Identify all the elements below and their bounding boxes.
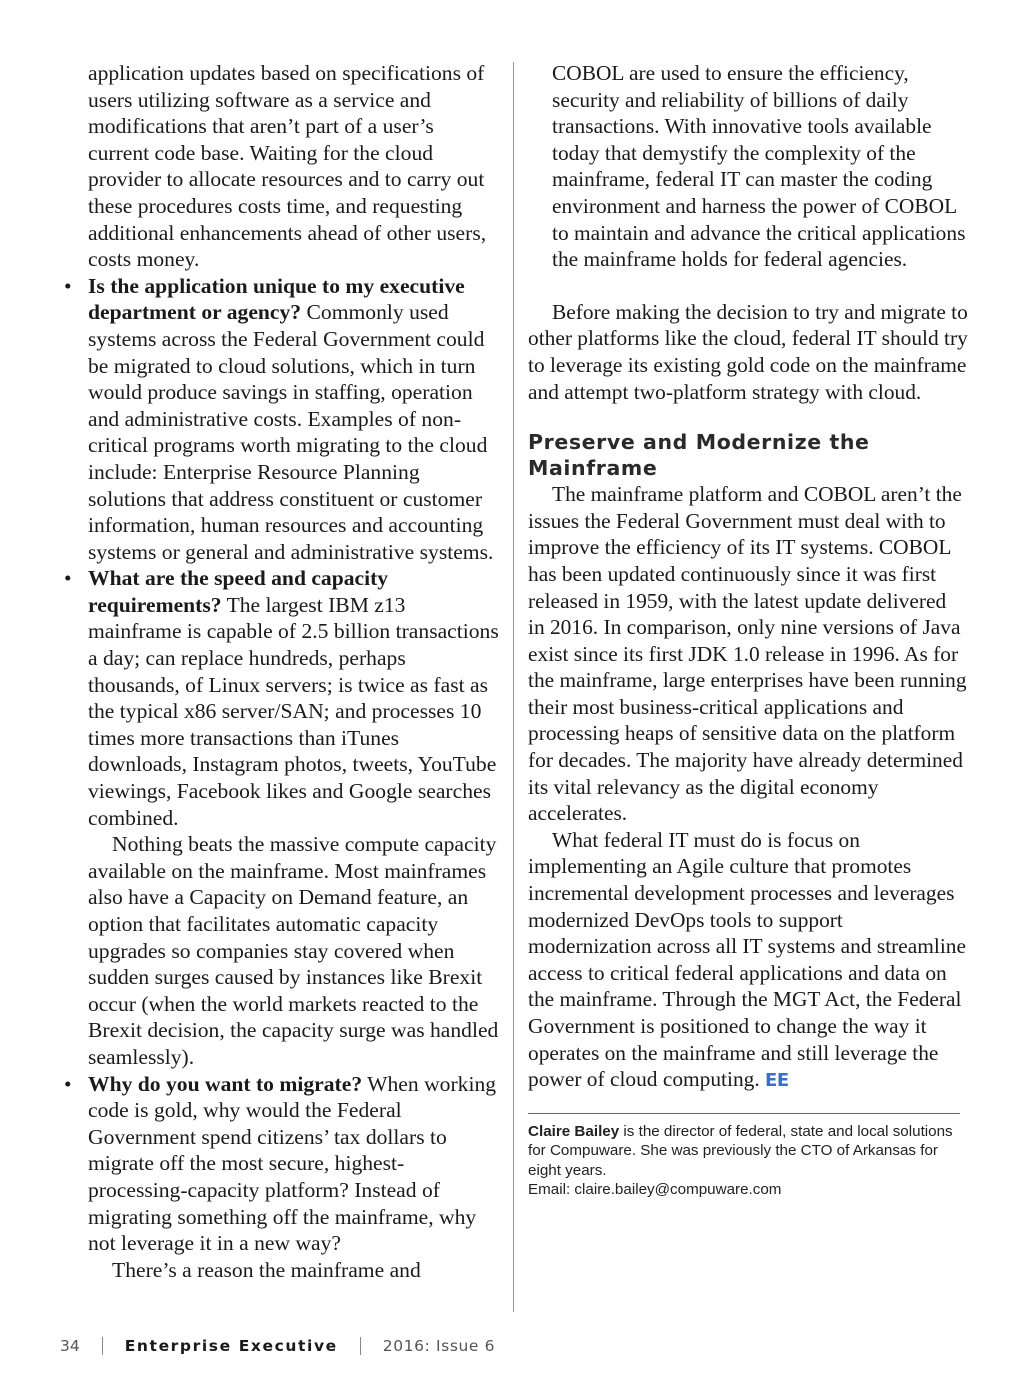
left-column	[60, 60, 500, 1283]
reason-paragraph: There’s a reason the mainframe and	[112, 1257, 421, 1282]
footer-separator	[102, 1337, 103, 1355]
question-lead: Is the application unique to my executive department or agency?	[88, 273, 465, 325]
list-item	[60, 273, 500, 566]
bullet-icon: •	[64, 566, 72, 591]
cobol-paragraph: COBOL are used to ensure the efficiency, security and reliability of billions of daily transactions. With innovative tools available today that demystify the complexity of the mainframe, federal IT can master the coding environment and harness the power of COBOL to maintain and advance the critical applications the mainframe holds for federal agencies.	[552, 61, 966, 272]
section-heading: Preserve and Modernize the Mainframe	[528, 430, 870, 481]
before-paragraph: Before making the decision to try and migrate to other platforms like the cloud, federal IT should try to leverage its existing gold code on the mainframe and attempt two-platform strategy with cloud.	[528, 299, 968, 404]
answer-text: When working code is gold, why would the Federal Government spend citizens’ tax dollars to migrate off the most secure, highest-processing-capacity platform? Instead of migrating something off the mainframe, why not leverage it in a new way?	[88, 1071, 497, 1256]
bullet-icon: •	[64, 273, 72, 298]
bullet-icon: •	[64, 1071, 72, 1096]
footer-separator	[360, 1337, 361, 1355]
intro-paragraph: application updates based on specifications of users utilizing software as a service and modifications that aren’t part of a user’s current code base. Waiting for the cloud provider to allocate resources and to carry out these procedures costs time, and requesting additional enhancements ahead of other users, costs money.	[88, 61, 487, 272]
issue-label: 2016: Issue 6	[382, 1337, 496, 1355]
agile-paragraph	[528, 827, 968, 1095]
page-footer	[60, 1334, 495, 1358]
capacity-paragraph: Nothing beats the massive compute capacity available on the mainframe. Most mainframes also have a Capacity on Demand feature, an option that facilitates automatic capacity upgrades so companies stay covered when sudden surges caused by instances like Brexit occur (when the world markets reacted to the Brexit decision, the capacity surge was handled seamlessly).	[88, 832, 499, 1069]
author-name: Claire Bailey	[528, 1122, 620, 1140]
right-column	[528, 60, 968, 1200]
answer-text: The largest IBM z13 mainframe is capable of 2.5 billion transactions a day; can replace hundreds, perhaps thousands, of Linux servers; is twice as fast as the typical x86 server/SAN; and processes 10 times more transactions than iTunes downloads, Instagram photos, tweets, YouTube viewings, Facebook likes and Google searches combined.	[88, 592, 499, 830]
question-list	[60, 273, 500, 831]
bio-rule	[528, 1113, 960, 1114]
answer-text: Commonly used systems across the Federal Government could be migrated to cloud solutions, which in turn would produce savings in staffing, operation and administrative costs. Examples of non-critical programs worth migrating to the cloud include: Enterprise Resource Planning solutions that address constituent or customer information, human resources and accounting systems or general and administrative systems.	[88, 300, 494, 564]
page-number: 34	[60, 1337, 80, 1355]
question-lead: What are the speed and capacity requirements?	[88, 566, 389, 617]
question-lead: Why do you want to migrate?	[88, 1071, 363, 1096]
author-bio	[528, 1122, 968, 1200]
question-list-2	[60, 1071, 500, 1257]
column-divider	[513, 62, 514, 1312]
list-item	[60, 565, 500, 831]
platform-paragraph: The mainframe platform and COBOL aren’t the issues the Federal Government must deal with to improve the efficiency of its IT systems. COBOL has been updated continuously since it was first released in 1959, with the latest update delivered in 2016. In comparison, only nine versions of Java exist since its first JDK 1.0 release in 1996. As for the mainframe, large enterprises have been running their most business-critical applications and processing heaps of sensitive data on the platform for decades. The majority have already determined its vital relevancy as the digital economy accelerates.	[528, 482, 967, 826]
list-item	[60, 1071, 500, 1257]
author-email: Email: claire.bailey@compuware.com	[528, 1181, 782, 1199]
ee-end-mark: EE	[765, 1070, 789, 1092]
bio-text: is the director of federal, state and local solutions for Compuware. She was previously the CTO of Arkansas for eight years.	[528, 1122, 953, 1179]
magazine-title: Enterprise Executive	[124, 1337, 338, 1355]
agile-text: What federal IT must do is focus on implementing an Agile culture that promotes incremental development processes and leverages modernized DevOps tools to support modernization across all IT systems and streamline access to critical federal applications and data on the mainframe. Through the MGT Act, the Federal Government is positioned to change the way it operates on the mainframe and still leverage the power of cloud computing.	[528, 827, 966, 1092]
